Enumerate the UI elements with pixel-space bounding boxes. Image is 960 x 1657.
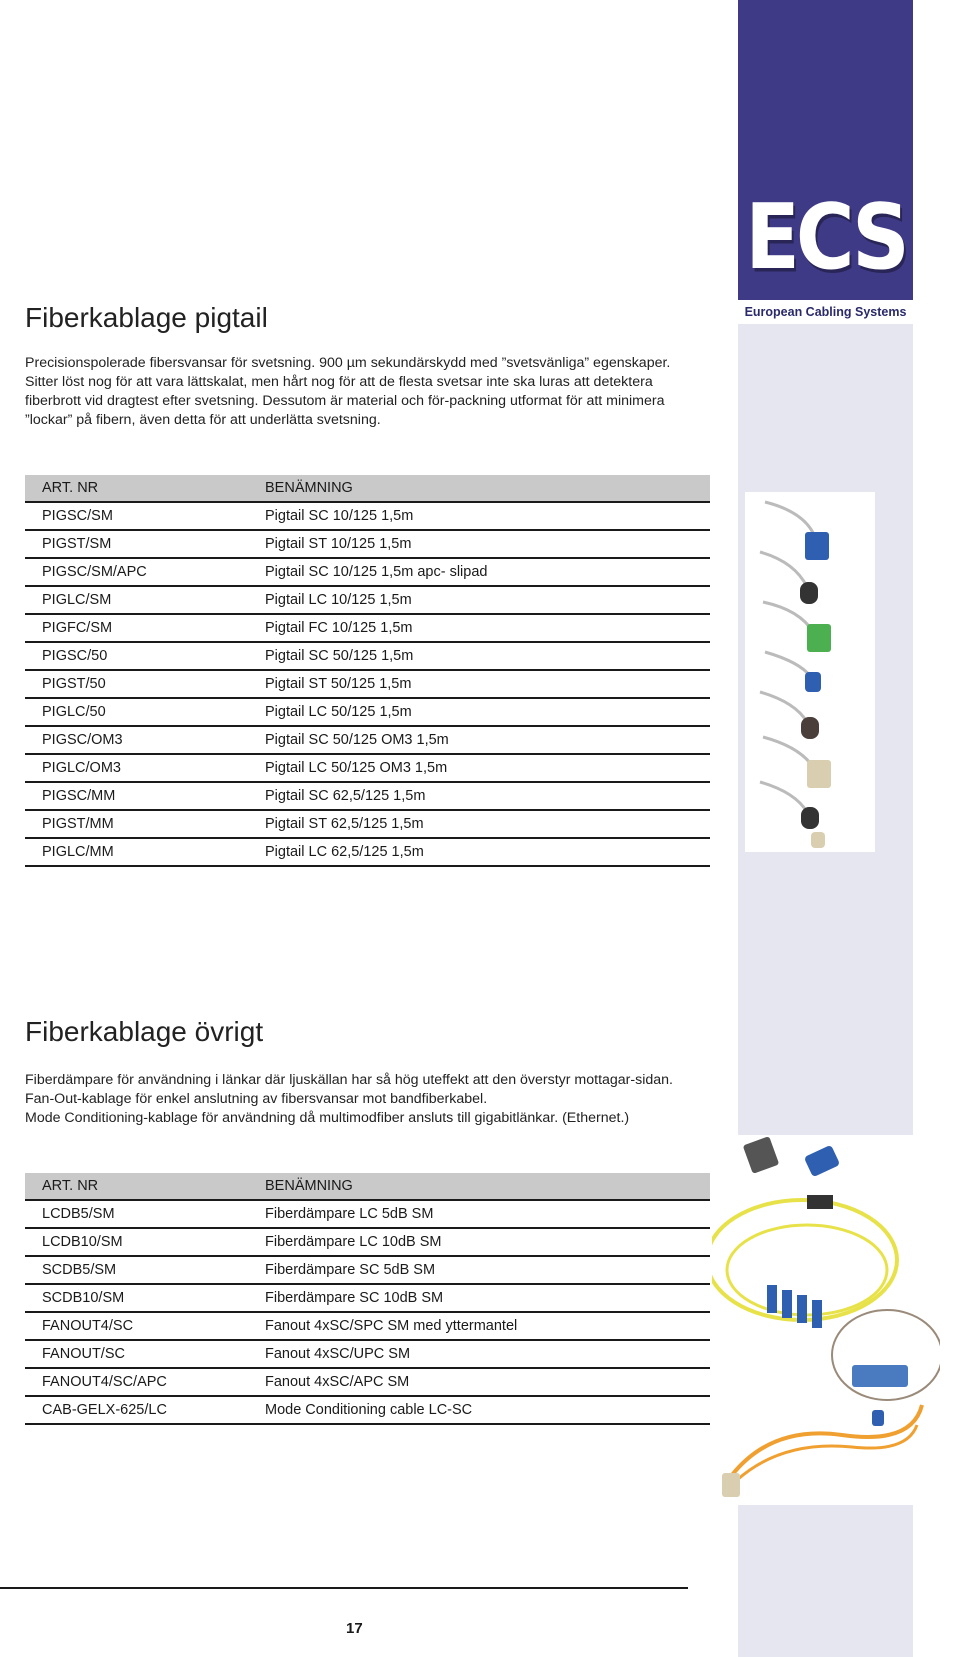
art-nr-cell: PIGST/MM [25,810,265,838]
benamning-cell: Fiberdämpare LC 10dB SM [265,1228,710,1256]
description-paragraph: Fan-Out-kablage för enkel anslutning av fibersvansar mot bandfiberkabel. [25,1091,488,1107]
benamning-cell: Pigtail FC 10/125 1,5m [265,614,710,642]
table-header-row [25,1173,710,1200]
benamning-cell: Pigtail LC 62,5/125 1,5m [265,838,710,866]
table-row [25,1284,710,1312]
benamning-cell: Pigtail LC 10/125 1,5m [265,586,710,614]
art-nr-cell: PIGSC/MM [25,782,265,810]
table-row [25,838,710,866]
ovrigt-table [25,1173,710,1425]
art-nr-cell: FANOUT4/SC [25,1312,265,1340]
art-nr-cell: CAB-GELX-625/LC [25,1396,265,1424]
description-paragraph: Mode Conditioning-kablage för användning då multimodfiber ansluts till gigabitlänkar. (Ethernet.) [25,1110,630,1126]
art-nr-cell: LCDB5/SM [25,1200,265,1228]
description-paragraph: Precisionspolerade fibersvansar för svetsning. 900 µm sekundärskydd med ”svetsvänliga” egenskaper. Sitter löst nog för att vara lättskalat, men hårt nog för att de flesta svetsar inte ska luras att detektera fiberbrott vid dragtest efter svetsning. Dessutom är material och för-packning utformat för att minimera ”lockar” på fibern, även detta för att underlätta svetsning. [25,355,671,428]
benamning-cell: Pigtail SC 10/125 1,5m [265,502,710,530]
table-row [25,1228,710,1256]
table-row [25,1200,710,1228]
table-row [25,726,710,754]
art-nr-cell: PIGFC/SM [25,614,265,642]
section-description-pigtail [25,354,685,430]
art-nr-cell: SCDB5/SM [25,1256,265,1284]
brand-tagline: European Cabling Systems [738,300,913,324]
benamning-cell: Fiberdämpare SC 5dB SM [265,1256,710,1284]
pigtail-connectors-photo [745,492,875,852]
description-paragraph: Fiberdämpare för användning i länkar där ljuskällan har så hög uteffekt att den överstyr mottagar-sidan. [25,1072,673,1088]
page-number: 17 [346,1620,363,1637]
benamning-cell: Pigtail SC 62,5/125 1,5m [265,782,710,810]
art-nr-cell: PIGSC/SM [25,502,265,530]
art-nr-cell: PIGST/SM [25,530,265,558]
section-description-ovrigt [25,1071,685,1128]
table-row [25,614,710,642]
table-row [25,754,710,782]
pigtail-table [25,475,710,867]
table-row [25,1312,710,1340]
table-row [25,1396,710,1424]
table-row [25,1340,710,1368]
benamning-cell: Fanout 4xSC/UPC SM [265,1340,710,1368]
art-nr-cell: PIGLC/50 [25,698,265,726]
benamning-cell: Fanout 4xSC/SPC SM med yttermantel [265,1312,710,1340]
table-row [25,670,710,698]
benamning-cell: Pigtail LC 50/125 OM3 1,5m [265,754,710,782]
art-nr-cell: LCDB10/SM [25,1228,265,1256]
table-row [25,530,710,558]
benamning-cell: Fanout 4xSC/APC SM [265,1368,710,1396]
art-nr-cell: FANOUT4/SC/APC [25,1368,265,1396]
art-nr-cell: PIGSC/OM3 [25,726,265,754]
table-row [25,698,710,726]
fiber-cables-photo [712,1135,940,1505]
art-nr-cell: PIGLC/SM [25,586,265,614]
art-nr-cell: PIGSC/50 [25,642,265,670]
benamning-cell: Pigtail SC 10/125 1,5m apc- slipad [265,558,710,586]
footer-rule [0,1587,688,1589]
benamning-cell: Pigtail ST 10/125 1,5m [265,530,710,558]
pigtail-connectors-illustration [745,492,875,852]
art-nr-cell: FANOUT/SC [25,1340,265,1368]
table-row [25,810,710,838]
column-header-benamning: BENÄMNING [265,475,710,502]
benamning-cell: Pigtail LC 50/125 1,5m [265,698,710,726]
art-nr-cell: PIGLC/OM3 [25,754,265,782]
section-title-pigtail: Fiberkablage pigtail [25,302,268,333]
benamning-cell: Pigtail ST 50/125 1,5m [265,670,710,698]
table-row [25,1368,710,1396]
fiber-cables-illustration [712,1135,940,1505]
column-header-art-nr: ART. NR [25,1173,265,1200]
column-header-art-nr: ART. NR [25,475,265,502]
section-title-ovrigt: Fiberkablage övrigt [25,1016,264,1047]
column-header-benamning: BENÄMNING [265,1173,710,1200]
ecs-logo: ECS [745,185,906,290]
table-row [25,586,710,614]
brand-sidebar [738,0,913,300]
benamning-cell: Fiberdämpare LC 5dB SM [265,1200,710,1228]
benamning-cell: Pigtail ST 62,5/125 1,5m [265,810,710,838]
art-nr-cell: PIGLC/MM [25,838,265,866]
art-nr-cell: PIGSC/SM/APC [25,558,265,586]
table-row [25,642,710,670]
table-row [25,502,710,530]
table-row [25,558,710,586]
art-nr-cell: PIGST/50 [25,670,265,698]
table-row [25,1256,710,1284]
benamning-cell: Mode Conditioning cable LC-SC [265,1396,710,1424]
art-nr-cell: SCDB10/SM [25,1284,265,1312]
benamning-cell: Pigtail SC 50/125 OM3 1,5m [265,726,710,754]
benamning-cell: Pigtail SC 50/125 1,5m [265,642,710,670]
table-header-row [25,475,710,502]
table-row [25,782,710,810]
benamning-cell: Fiberdämpare SC 10dB SM [265,1284,710,1312]
